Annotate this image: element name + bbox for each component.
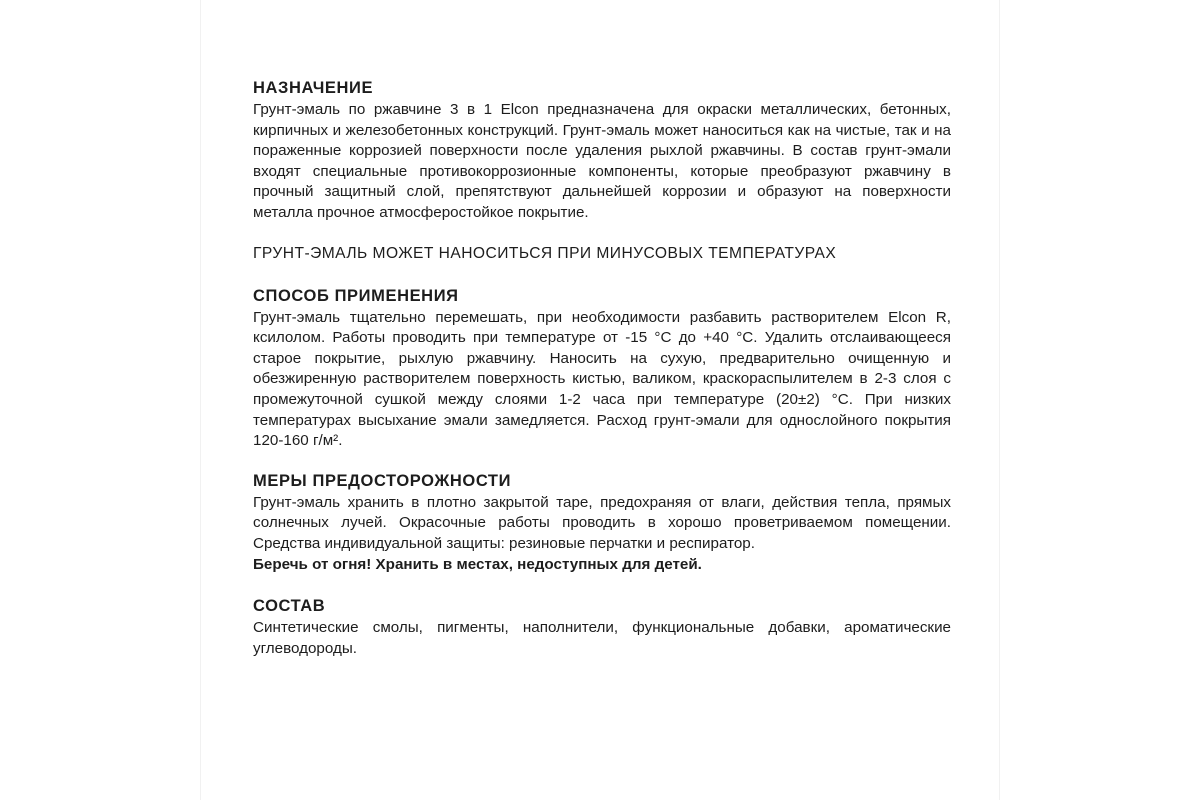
document-page — [200, 0, 1000, 800]
purpose-text: Грунт-эмаль по ржавчине 3 в 1 Elcon предназначена для окраски металлических, бетонных, кирпичных и железобетонных конструкций. Грунт-эмаль может наноситься как на чистые, так и на пораженные коррозией поверхности после удаления рыхлой ржавчины. В состав грунт-эмали входят специальные противокоррозионные компоненты, которые преобразуют ржавчину в прочный защитный слой, препятствуют дальнейшей коррозии и образуют на поверхности металла прочное атмосферостойкое покрытие. — [253, 101, 951, 221]
section-application — [253, 286, 951, 452]
low-temperature-notice: ГРУНТ-ЭМАЛЬ МОЖЕТ НАНОСИТЬСЯ ПРИ МИНУСОВЫХ ТЕМПЕРАТУРАХ — [253, 244, 837, 262]
composition-heading: СОСТАВ — [253, 597, 326, 616]
application-text: Грунт-эмаль тщательно перемешать, при необходимости разбавить растворителем Elcon R, ксилолом. Работы проводить при температуре от -15 °С до +40 °С. Удалить отслаивающееся старое покрытие, рыхлую ржавчину. Наносить на сухую, предварительно очищенную и обезжиренную растворителем поверхность кистью, валиком, краскораспылителем в 2-3 слоя с промежуточной сушкой между слоями 1-2 часа при температуре (20±2) °С. При низких температурах высыхание эмали замедляется. Расход грунт-эмали для однослойного покрытия 120-160 г/м². — [253, 308, 951, 450]
document-content — [253, 78, 951, 659]
section-purpose — [253, 78, 951, 224]
fire-warning: Беречь от огня! Хранить в местах, недоступных для детей. — [253, 555, 702, 573]
precautions-text: Грунт-эмаль хранить в плотно закрытой таре, предохраняя от влаги, действия тепла, прямых солнечных лучей. Окрасочные работы проводить в хорошо проветриваемом помещении. Средства индивидуальной защиты: резиновые перчатки и респиратор. — [253, 493, 951, 552]
section-composition — [253, 596, 951, 659]
precautions-heading: МЕРЫ ПРЕДОСТОРОЖНОСТИ — [253, 471, 512, 490]
purpose-heading: НАЗНАЧЕНИЕ — [253, 79, 374, 97]
application-heading: СПОСОБ ПРИМЕНЕНИЯ — [253, 286, 459, 305]
section-banner — [253, 243, 951, 264]
composition-text: Синтетические смолы, пигменты, наполнители, функциональные добавки, ароматические углеводороды. — [253, 619, 951, 657]
section-precautions — [253, 471, 951, 575]
